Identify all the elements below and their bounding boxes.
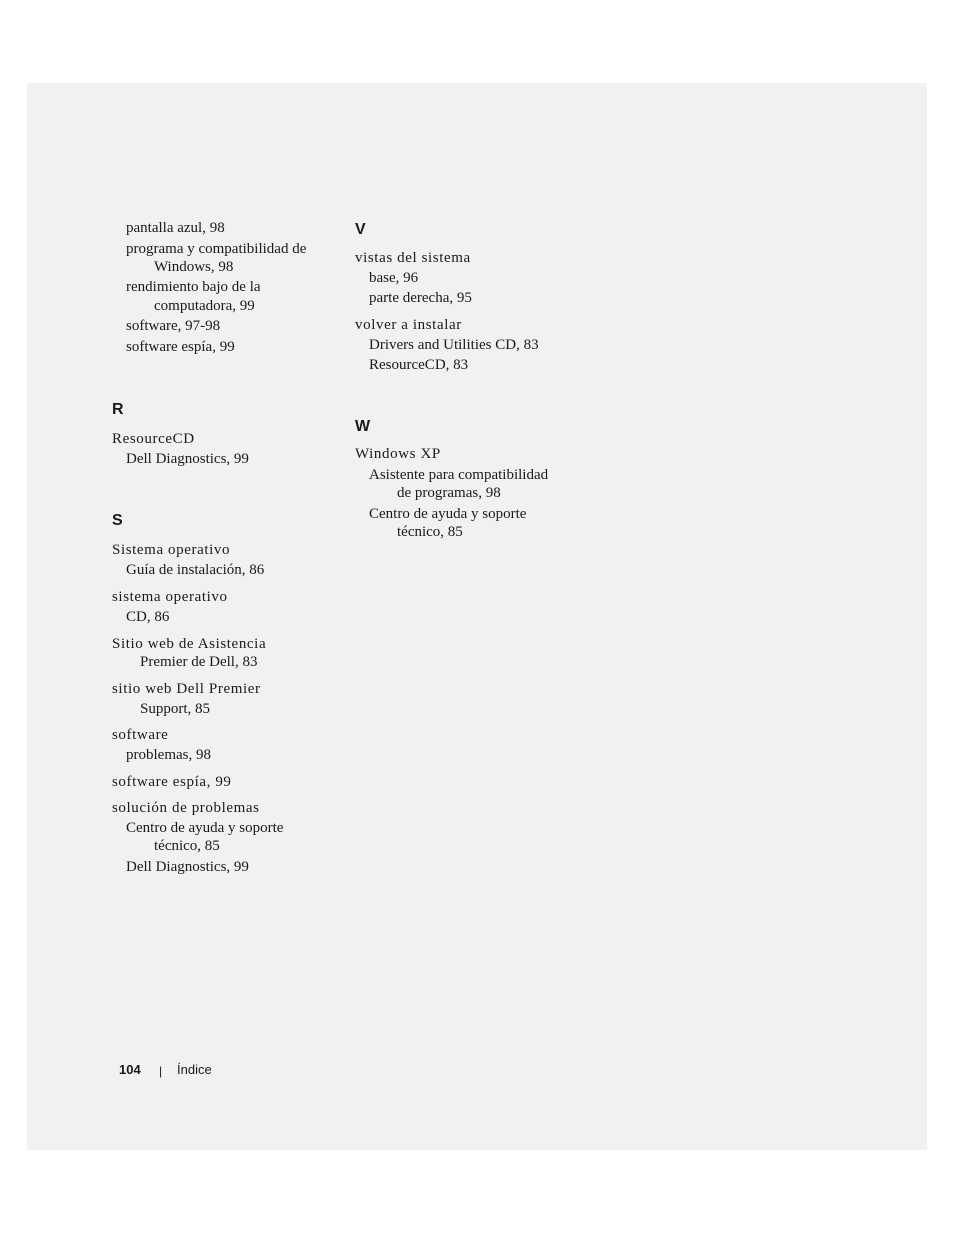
index-column-left (112, 219, 342, 877)
subentry-continuation: de programas, 98 (397, 485, 501, 501)
subentry: Guía de instalación, 86 (126, 562, 265, 578)
subentry-continuation: computadora, 99 (154, 298, 255, 314)
entry-main: sitio web Dell Premier (112, 681, 261, 697)
subentry: Asistente para compatibilidad de programas, 98 (355, 466, 585, 503)
index-entry (355, 445, 585, 542)
index-letter-v: V (355, 221, 366, 238)
entry-main: software (112, 727, 169, 743)
index-entry (112, 635, 342, 672)
entry-main: vistas del sistema (355, 250, 471, 266)
subentry: Drivers and Utilities CD, 83 (369, 337, 539, 353)
index-letter-w: W (355, 418, 371, 435)
section-name: Índice (177, 1062, 212, 1077)
subentry: programa y compatibilidad de Windows, 98 (112, 240, 342, 277)
entry-main: Sistema operativo (112, 542, 231, 558)
footer-separator: | (159, 1064, 163, 1078)
subentry: pantalla azul, 98 (126, 220, 225, 236)
subentry: Centro de ayuda y soporte técnico, 85 (355, 505, 585, 542)
subentry: ResourceCD, 83 (369, 357, 469, 373)
entry-main: ResourceCD (112, 431, 195, 447)
subentry: rendimiento bajo de la computadora, 99 (112, 278, 342, 316)
subentry: base, 96 (369, 270, 419, 286)
index-column-right (355, 219, 585, 542)
index-entry (355, 249, 585, 308)
subentry: CD, 86 (126, 609, 170, 625)
subentry: Dell Diagnostics, 99 (126, 451, 249, 467)
entry-main: software espía, 99 (112, 774, 232, 790)
index-entry (112, 680, 342, 719)
index-entry (112, 799, 342, 877)
subentry-continuation: Windows, 98 (154, 259, 234, 275)
index-entry (112, 588, 342, 627)
subentry: software, 97-98 (126, 318, 221, 334)
entry-continuation: Premier de Dell, 83 (140, 654, 258, 670)
index-entry (112, 430, 342, 469)
subentry-continuation: técnico, 85 (154, 838, 220, 854)
entry-main: sistema operativo (112, 589, 228, 605)
subentry-continuation: técnico, 85 (397, 524, 463, 540)
subentry: problemas, 98 (126, 747, 211, 763)
entry-main: Windows XP (355, 446, 441, 462)
subentry: Dell Diagnostics, 99 (126, 859, 249, 875)
index-entry-p-continued (112, 219, 342, 357)
subentry: parte derecha, 95 (369, 290, 472, 306)
index-letter-r: R (112, 401, 124, 418)
index-entry (112, 726, 342, 765)
entry-main: solución de problemas (112, 800, 260, 816)
index-letter-s: S (112, 512, 123, 529)
subentry: Centro de ayuda y soporte técnico, 85 (112, 819, 342, 856)
page-number: 104 (119, 1062, 141, 1077)
entry-main: Sitio web de Asistencia (112, 636, 267, 652)
subentry: software espía, 99 (126, 339, 235, 355)
index-entry (112, 541, 342, 580)
entry-main: volver a instalar (355, 317, 462, 333)
entry-continuation: Support, 85 (140, 701, 211, 717)
index-entry (112, 773, 342, 792)
index-entry (355, 316, 585, 375)
